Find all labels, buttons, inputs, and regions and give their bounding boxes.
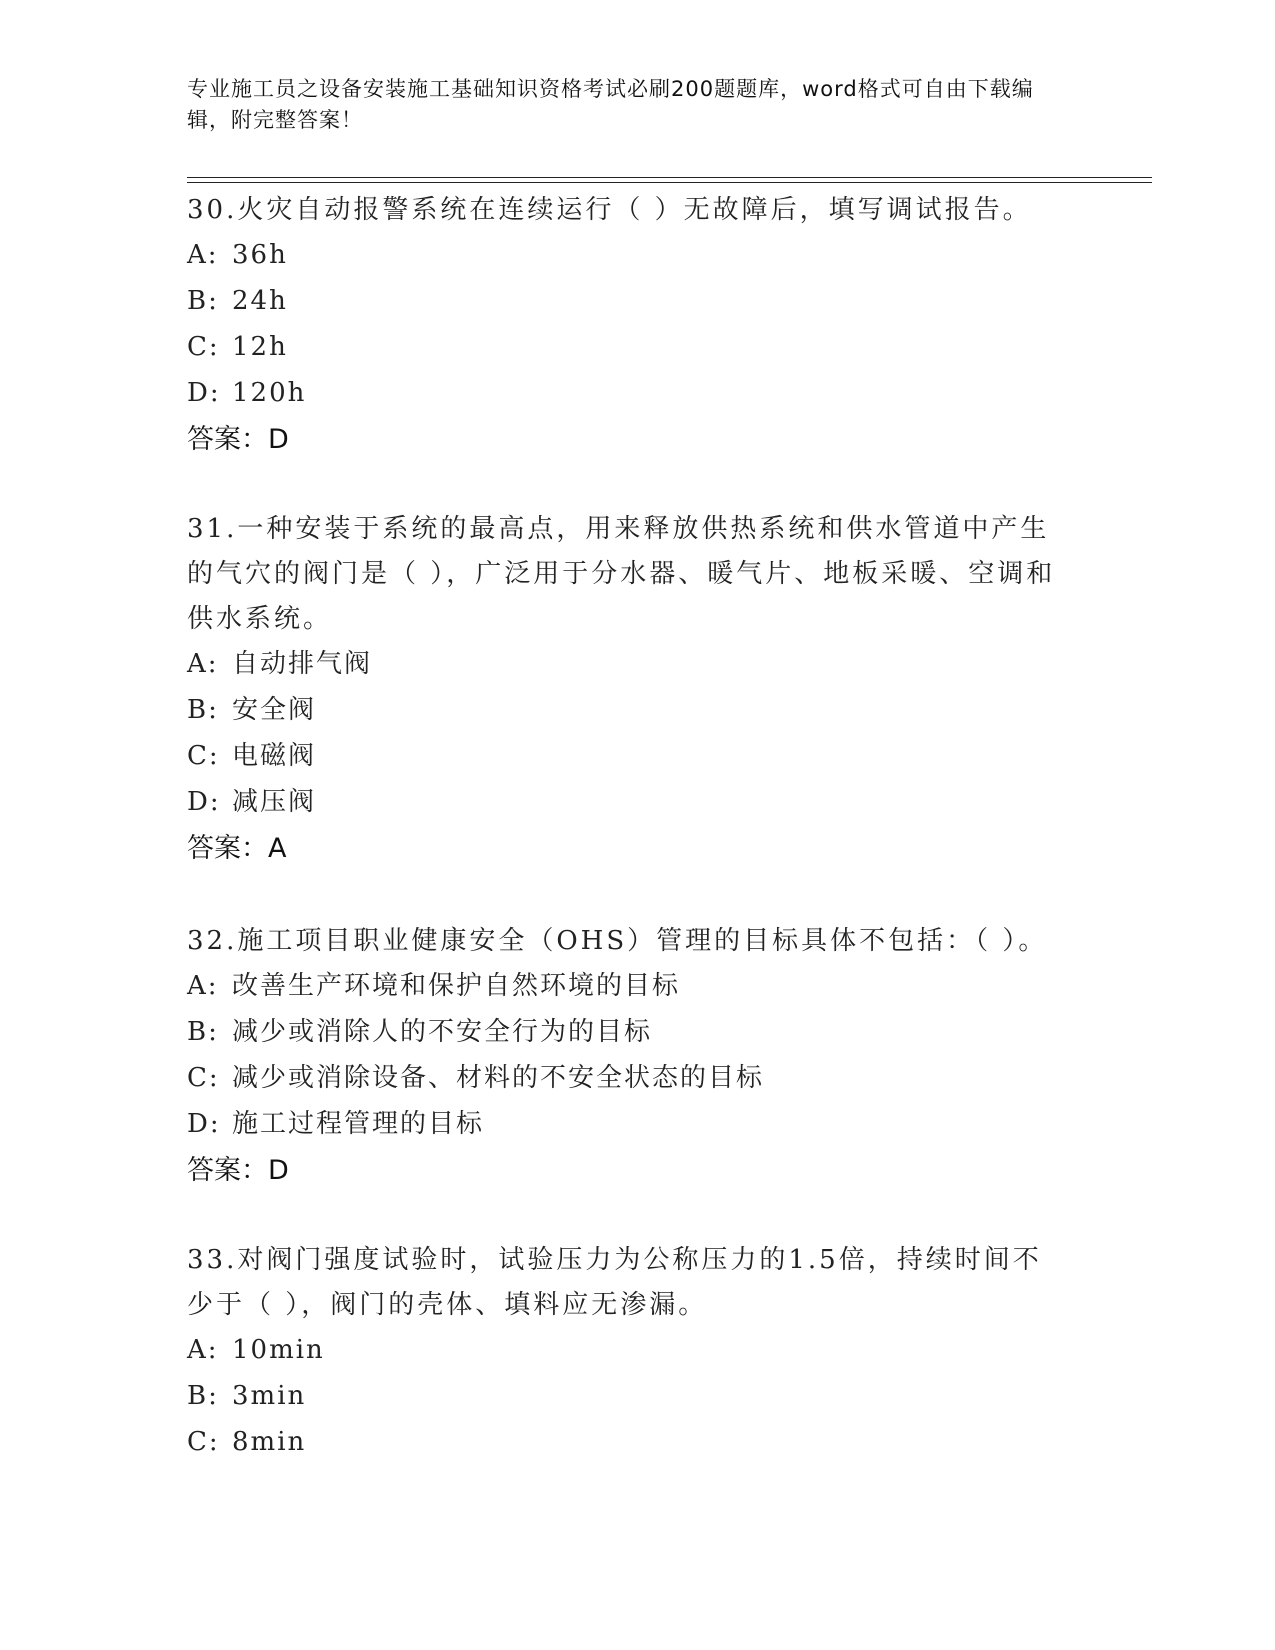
option-a bbox=[187, 1328, 1067, 1374]
header-divider-bottom bbox=[187, 182, 1152, 183]
option-text: 3min bbox=[232, 1381, 307, 1411]
option-b bbox=[187, 279, 1067, 325]
option-label: D: bbox=[187, 787, 221, 817]
question-stem: 31.一种安装于系统的最高点，用来释放供热系统和供水管道中产生的气穴的阀门是（ ），广泛用于分水器、暖气片、地板采暖、空调和供水系统。 bbox=[187, 514, 1056, 634]
option-b bbox=[187, 1010, 1067, 1056]
document-header: 专业施工员之设备安装施工基础知识资格考试必刷200题题库，word格式可自由下载编辑，附完整答案！ bbox=[187, 77, 1034, 132]
option-label: D: bbox=[187, 1109, 221, 1139]
option-label: B: bbox=[187, 286, 219, 316]
option-text: 减压阀 bbox=[232, 787, 317, 817]
option-text: 120h bbox=[232, 378, 307, 408]
answer-line: 答案：D bbox=[187, 1155, 289, 1186]
option-label: B: bbox=[187, 695, 219, 725]
option-a bbox=[187, 642, 1067, 688]
option-d bbox=[187, 371, 1067, 417]
option-label: B: bbox=[187, 1381, 219, 1411]
option-c bbox=[187, 1056, 1067, 1102]
option-c bbox=[187, 325, 1067, 371]
option-label: C: bbox=[187, 1427, 220, 1457]
option-c bbox=[187, 734, 1067, 780]
question-32 bbox=[187, 919, 1067, 1194]
question-stem: 33.对阀门强度试验时，试验压力为公称压力的1.5倍，持续时间不少于（ ），阀门的壳体、填料应无渗漏。 bbox=[187, 1245, 1042, 1320]
option-b bbox=[187, 1374, 1067, 1420]
option-label: C: bbox=[187, 332, 220, 362]
option-label: A: bbox=[187, 649, 219, 679]
option-text: 24h bbox=[232, 286, 288, 316]
option-label: A: bbox=[187, 240, 219, 270]
question-stem: 32.施工项目职业健康安全（OHS）管理的目标具体不包括：（ ）。 bbox=[187, 926, 1048, 956]
option-text: 减少或消除设备、材料的不安全状态的目标 bbox=[232, 1063, 765, 1093]
option-d bbox=[187, 780, 1067, 826]
option-label: A: bbox=[187, 971, 219, 1001]
option-a bbox=[187, 964, 1067, 1010]
answer-line: 答案：A bbox=[187, 833, 287, 864]
option-text: 安全阀 bbox=[232, 695, 317, 725]
option-d bbox=[187, 1102, 1067, 1148]
option-c bbox=[187, 1420, 1067, 1466]
option-text: 8min bbox=[232, 1427, 307, 1457]
option-a bbox=[187, 233, 1067, 279]
option-label: B: bbox=[187, 1017, 219, 1047]
option-label: C: bbox=[187, 741, 220, 771]
option-text: 电磁阀 bbox=[232, 741, 317, 771]
option-label: A: bbox=[187, 1335, 219, 1365]
question-31 bbox=[187, 507, 1067, 872]
option-text: 改善生产环境和保护自然环境的目标 bbox=[232, 971, 681, 1001]
option-text: 自动排气阀 bbox=[232, 649, 373, 679]
question-stem: 30.火灾自动报警系统在连续运行（ ）无故障后，填写调试报告。 bbox=[187, 195, 1032, 225]
question-30 bbox=[187, 188, 1067, 463]
option-text: 施工过程管理的目标 bbox=[232, 1109, 485, 1139]
option-b bbox=[187, 688, 1067, 734]
option-label: C: bbox=[187, 1063, 220, 1093]
header-divider-top bbox=[187, 177, 1152, 178]
option-text: 36h bbox=[232, 240, 288, 270]
option-text: 10min bbox=[232, 1335, 325, 1365]
option-text: 12h bbox=[232, 332, 288, 362]
question-33 bbox=[187, 1238, 1067, 1466]
answer-line: 答案：D bbox=[187, 424, 289, 455]
option-text: 减少或消除人的不安全行为的目标 bbox=[232, 1017, 653, 1047]
option-label: D: bbox=[187, 378, 221, 408]
